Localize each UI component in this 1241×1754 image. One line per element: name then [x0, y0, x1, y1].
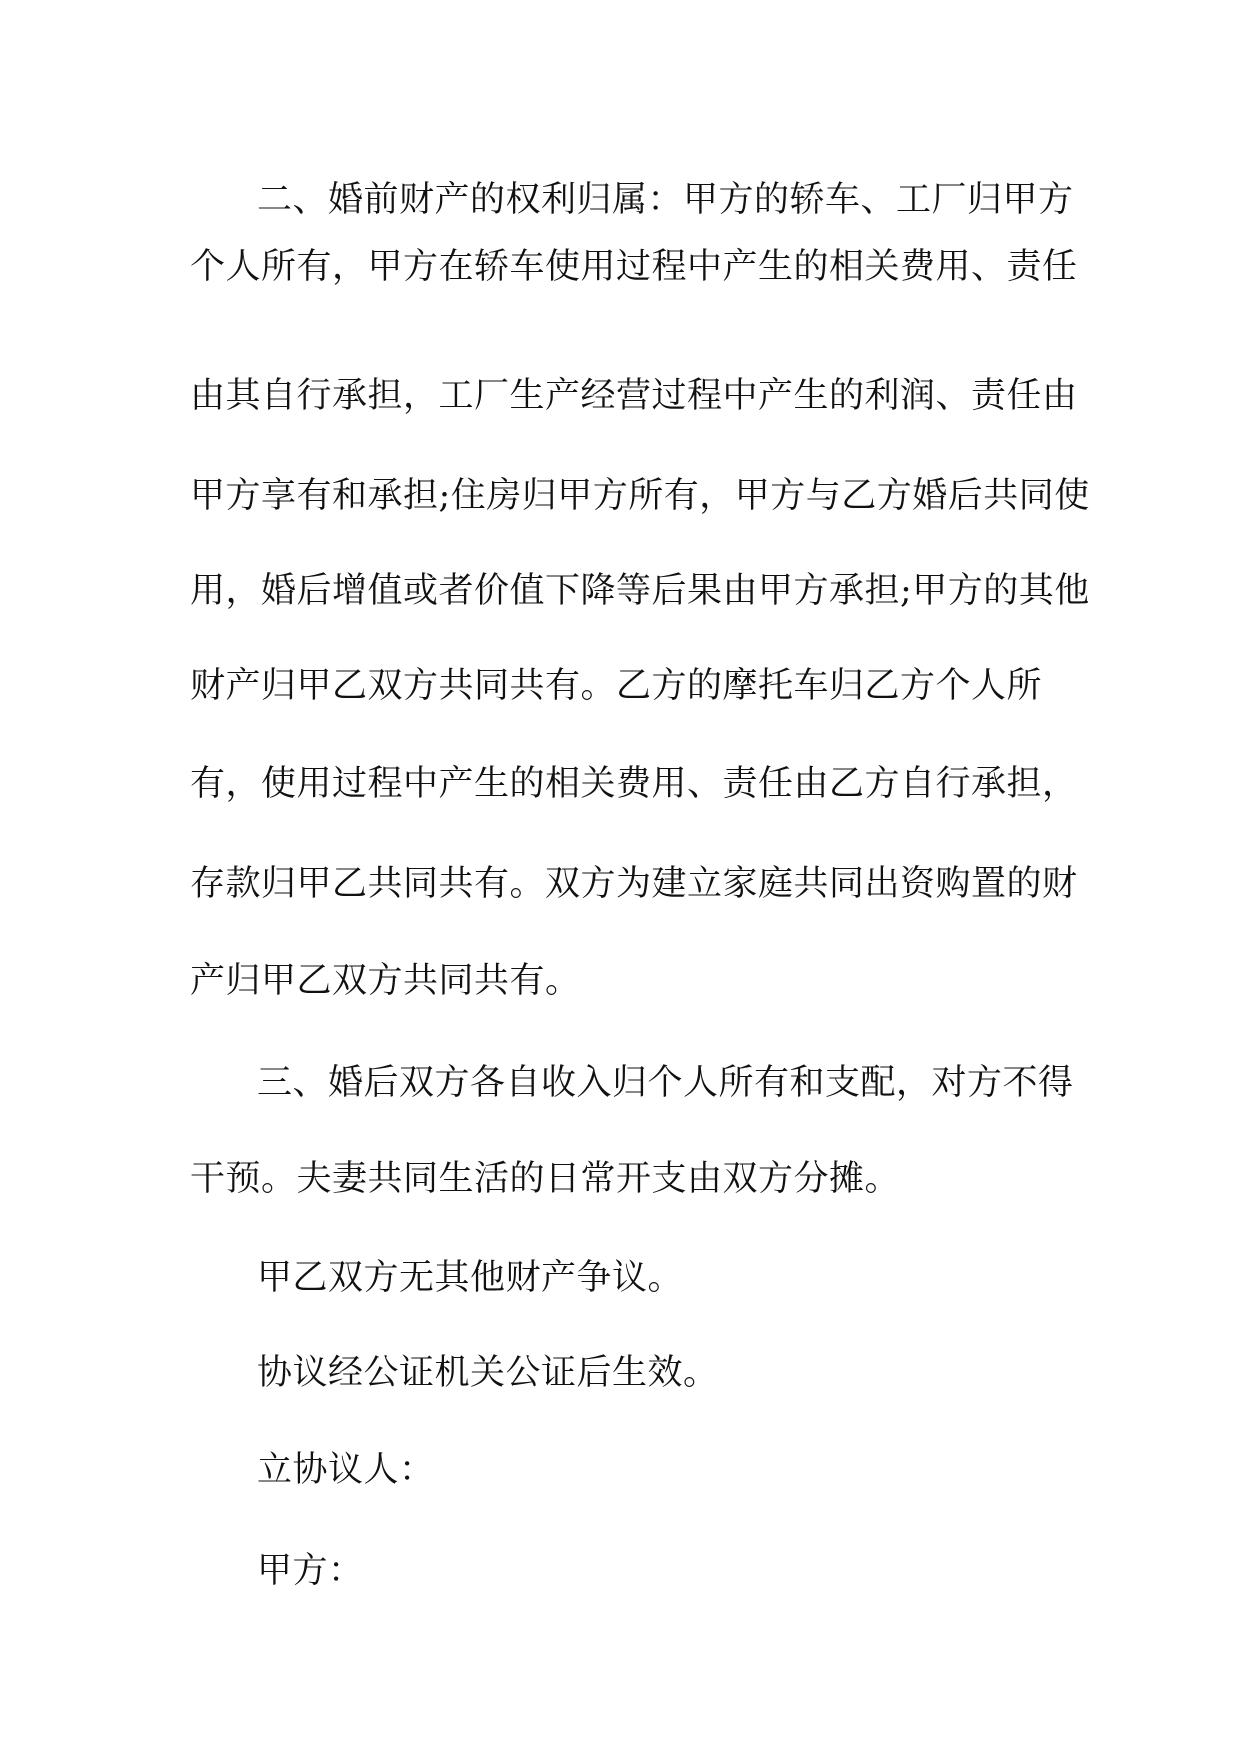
- paragraph-2-line-9: 产归甲乙双方共同共有。: [190, 961, 581, 1001]
- paragraph-2-line-7: 有，使用过程中产生的相关费用、责任由乙方自行承担，: [190, 764, 1078, 804]
- paragraph-2-line-1: 二、婚前财产的权利归属：甲方的轿车、工厂归甲方: [257, 180, 1074, 220]
- no-dispute-statement: 甲乙双方无其他财产争议。: [257, 1258, 684, 1298]
- paragraph-2-line-6: 财产归甲乙双方共同共有。乙方的摩托车归乙方个人所: [190, 666, 1043, 706]
- paragraph-2-line-8: 存款归甲乙共同共有。双方为建立家庭共同出资购置的财: [190, 864, 1078, 904]
- paragraph-2-line-3: 由其自行承担，工厂生产经营过程中产生的利润、责任由: [190, 376, 1078, 416]
- paragraph-2-line-4: 甲方享有和承担;住房归甲方所有，甲方与乙方婚后共同使: [190, 476, 1090, 516]
- paragraph-2-line-5: 用，婚后增值或者价值下降等后果由甲方承担;甲方的其他: [190, 571, 1090, 611]
- paragraph-2-line-2: 个人所有，甲方在轿车使用过程中产生的相关费用、责任: [190, 247, 1078, 287]
- signatory-label: 立协议人：: [257, 1450, 435, 1490]
- paragraph-3-line-2: 干预。夫妻共同生活的日常开支由双方分摊。: [190, 1159, 901, 1199]
- effective-statement: 协议经公证机关公证后生效。: [257, 1353, 719, 1393]
- party-a-label: 甲方：: [257, 1551, 364, 1591]
- paragraph-3-line-1: 三、婚后双方各自收入归个人所有和支配，对方不得: [257, 1063, 1074, 1103]
